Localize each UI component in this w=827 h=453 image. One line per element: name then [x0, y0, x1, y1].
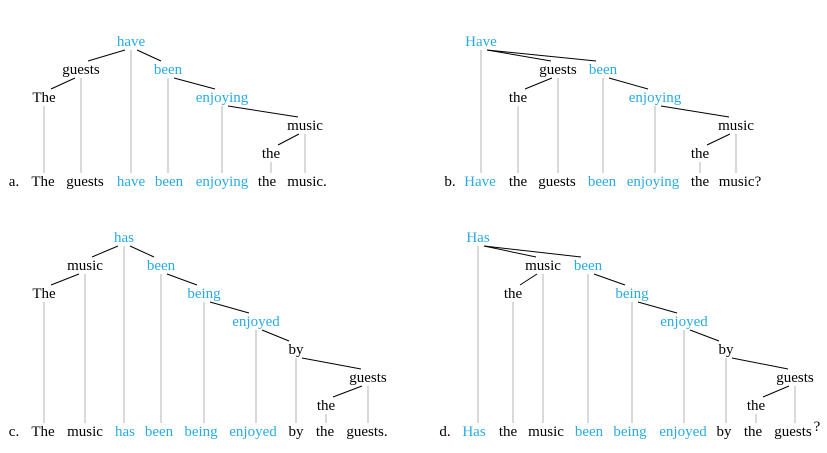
- sentence-word: been: [144, 424, 174, 440]
- sentence-word: enjoyed: [229, 424, 277, 440]
- sentence-word: guests.: [346, 424, 388, 440]
- sentence-word: the: [257, 174, 277, 190]
- sentence-word: music.: [287, 174, 327, 190]
- tree-node-word: by: [288, 342, 304, 358]
- sentence-word: Have: [464, 174, 496, 190]
- sentence-word: been: [574, 424, 604, 440]
- tree-edge: [88, 50, 125, 61]
- tree-edge: [130, 246, 154, 257]
- tree-node-word: enjoyed: [232, 314, 280, 330]
- sentence-word: the: [508, 174, 528, 190]
- tree-node-word: music: [718, 118, 754, 134]
- tree-edge: [278, 134, 299, 145]
- tree-edge: [333, 386, 362, 397]
- tree-node-word: the: [746, 398, 766, 414]
- tree-edge: [174, 78, 215, 89]
- tree-edge: [137, 50, 161, 61]
- tree-node-word: been: [146, 258, 176, 274]
- sentence-word: guests: [538, 174, 576, 190]
- tree-panel-d: [439, 230, 820, 440]
- tree-node-word: been: [573, 258, 603, 274]
- tree-node-word: been: [153, 62, 183, 78]
- tree-edge: [51, 78, 75, 89]
- tree-edge: [609, 78, 648, 89]
- sentence-word: the: [315, 424, 335, 440]
- tree-edge: [51, 274, 79, 285]
- sentence-word: ?: [813, 419, 821, 435]
- tree-edge: [690, 330, 719, 341]
- tree-edge: [92, 246, 118, 257]
- tree-panel-b: [444, 34, 761, 190]
- tree-node-word: guests: [62, 62, 100, 78]
- sentence-word: music: [528, 424, 564, 440]
- tree-edge: [661, 106, 729, 117]
- tree-edge: [525, 78, 552, 89]
- tree-panel-a: [9, 34, 327, 190]
- sentence-word: the: [498, 424, 518, 440]
- tree-node-word: guests: [349, 370, 387, 386]
- tree-node-word: being: [187, 286, 221, 302]
- sentence-word: enjoying: [195, 174, 249, 190]
- sentence-word: enjoyed: [659, 424, 707, 440]
- tree-node-word: being: [615, 286, 649, 302]
- tree-node-word: Has: [466, 230, 490, 246]
- tree-node-word: music: [525, 258, 561, 274]
- tree-edge: [520, 274, 537, 285]
- tree-node-word: guests: [539, 62, 577, 78]
- sentence-word: being: [613, 424, 647, 440]
- sentence-word: the: [743, 424, 763, 440]
- sentence-word: being: [184, 424, 218, 440]
- tree-edge: [302, 358, 361, 369]
- panel-label: d.: [439, 424, 451, 440]
- tree-node-word: The: [32, 90, 56, 106]
- sentence-word: has: [115, 424, 135, 440]
- sentence-word: The: [31, 424, 55, 440]
- tree-edge: [484, 246, 581, 257]
- sentence-word: guests: [66, 174, 104, 190]
- tree-node-word: the: [316, 398, 336, 414]
- tree-node-word: enjoyed: [660, 314, 708, 330]
- tree-edge: [707, 134, 730, 145]
- tree-edge: [732, 358, 788, 369]
- sentence-word: by: [288, 424, 304, 440]
- tree-node-word: the: [690, 146, 710, 162]
- tree-node-word: have: [116, 34, 146, 50]
- tree-edge: [228, 106, 298, 117]
- tree-edge: [638, 302, 677, 313]
- tree-node-word: has: [114, 230, 134, 246]
- sentence-word: guests: [774, 424, 812, 440]
- tree-edge: [167, 274, 197, 285]
- sentence-word: by: [716, 424, 732, 440]
- tree-node-word: the: [261, 146, 281, 162]
- sentence-word: been: [154, 174, 184, 190]
- panel-label: c.: [8, 424, 20, 440]
- sentence-word: music?: [718, 174, 762, 190]
- panel-label: b.: [444, 174, 456, 190]
- tree-edge: [763, 386, 789, 397]
- panel-label: a.: [8, 174, 20, 190]
- tree-edge: [210, 302, 249, 313]
- sentence-word: the: [690, 174, 710, 190]
- tree-node-word: enjoying: [195, 90, 249, 106]
- sentence-word: Has: [462, 424, 486, 440]
- tree-node-word: enjoying: [628, 90, 682, 106]
- tree-panel-c: [9, 230, 388, 440]
- tree-node-word: been: [588, 62, 618, 78]
- tree-node-word: music: [287, 118, 323, 134]
- tree-edge: [262, 330, 289, 341]
- sentence-word: The: [31, 174, 55, 190]
- sentence-word: been: [587, 174, 617, 190]
- sentence-word: enjoying: [626, 174, 680, 190]
- tree-edge: [594, 274, 625, 285]
- tree-node-word: The: [32, 286, 56, 302]
- tree-node-word: by: [718, 342, 734, 358]
- tree-node-word: the: [503, 286, 523, 302]
- tree-node-word: guests: [776, 370, 814, 386]
- tree-node-word: Have: [465, 34, 497, 50]
- tree-node-word: music: [67, 258, 103, 274]
- sentence-word: have: [116, 174, 146, 190]
- tree-node-word: the: [508, 90, 528, 106]
- sentence-word: music: [67, 424, 103, 440]
